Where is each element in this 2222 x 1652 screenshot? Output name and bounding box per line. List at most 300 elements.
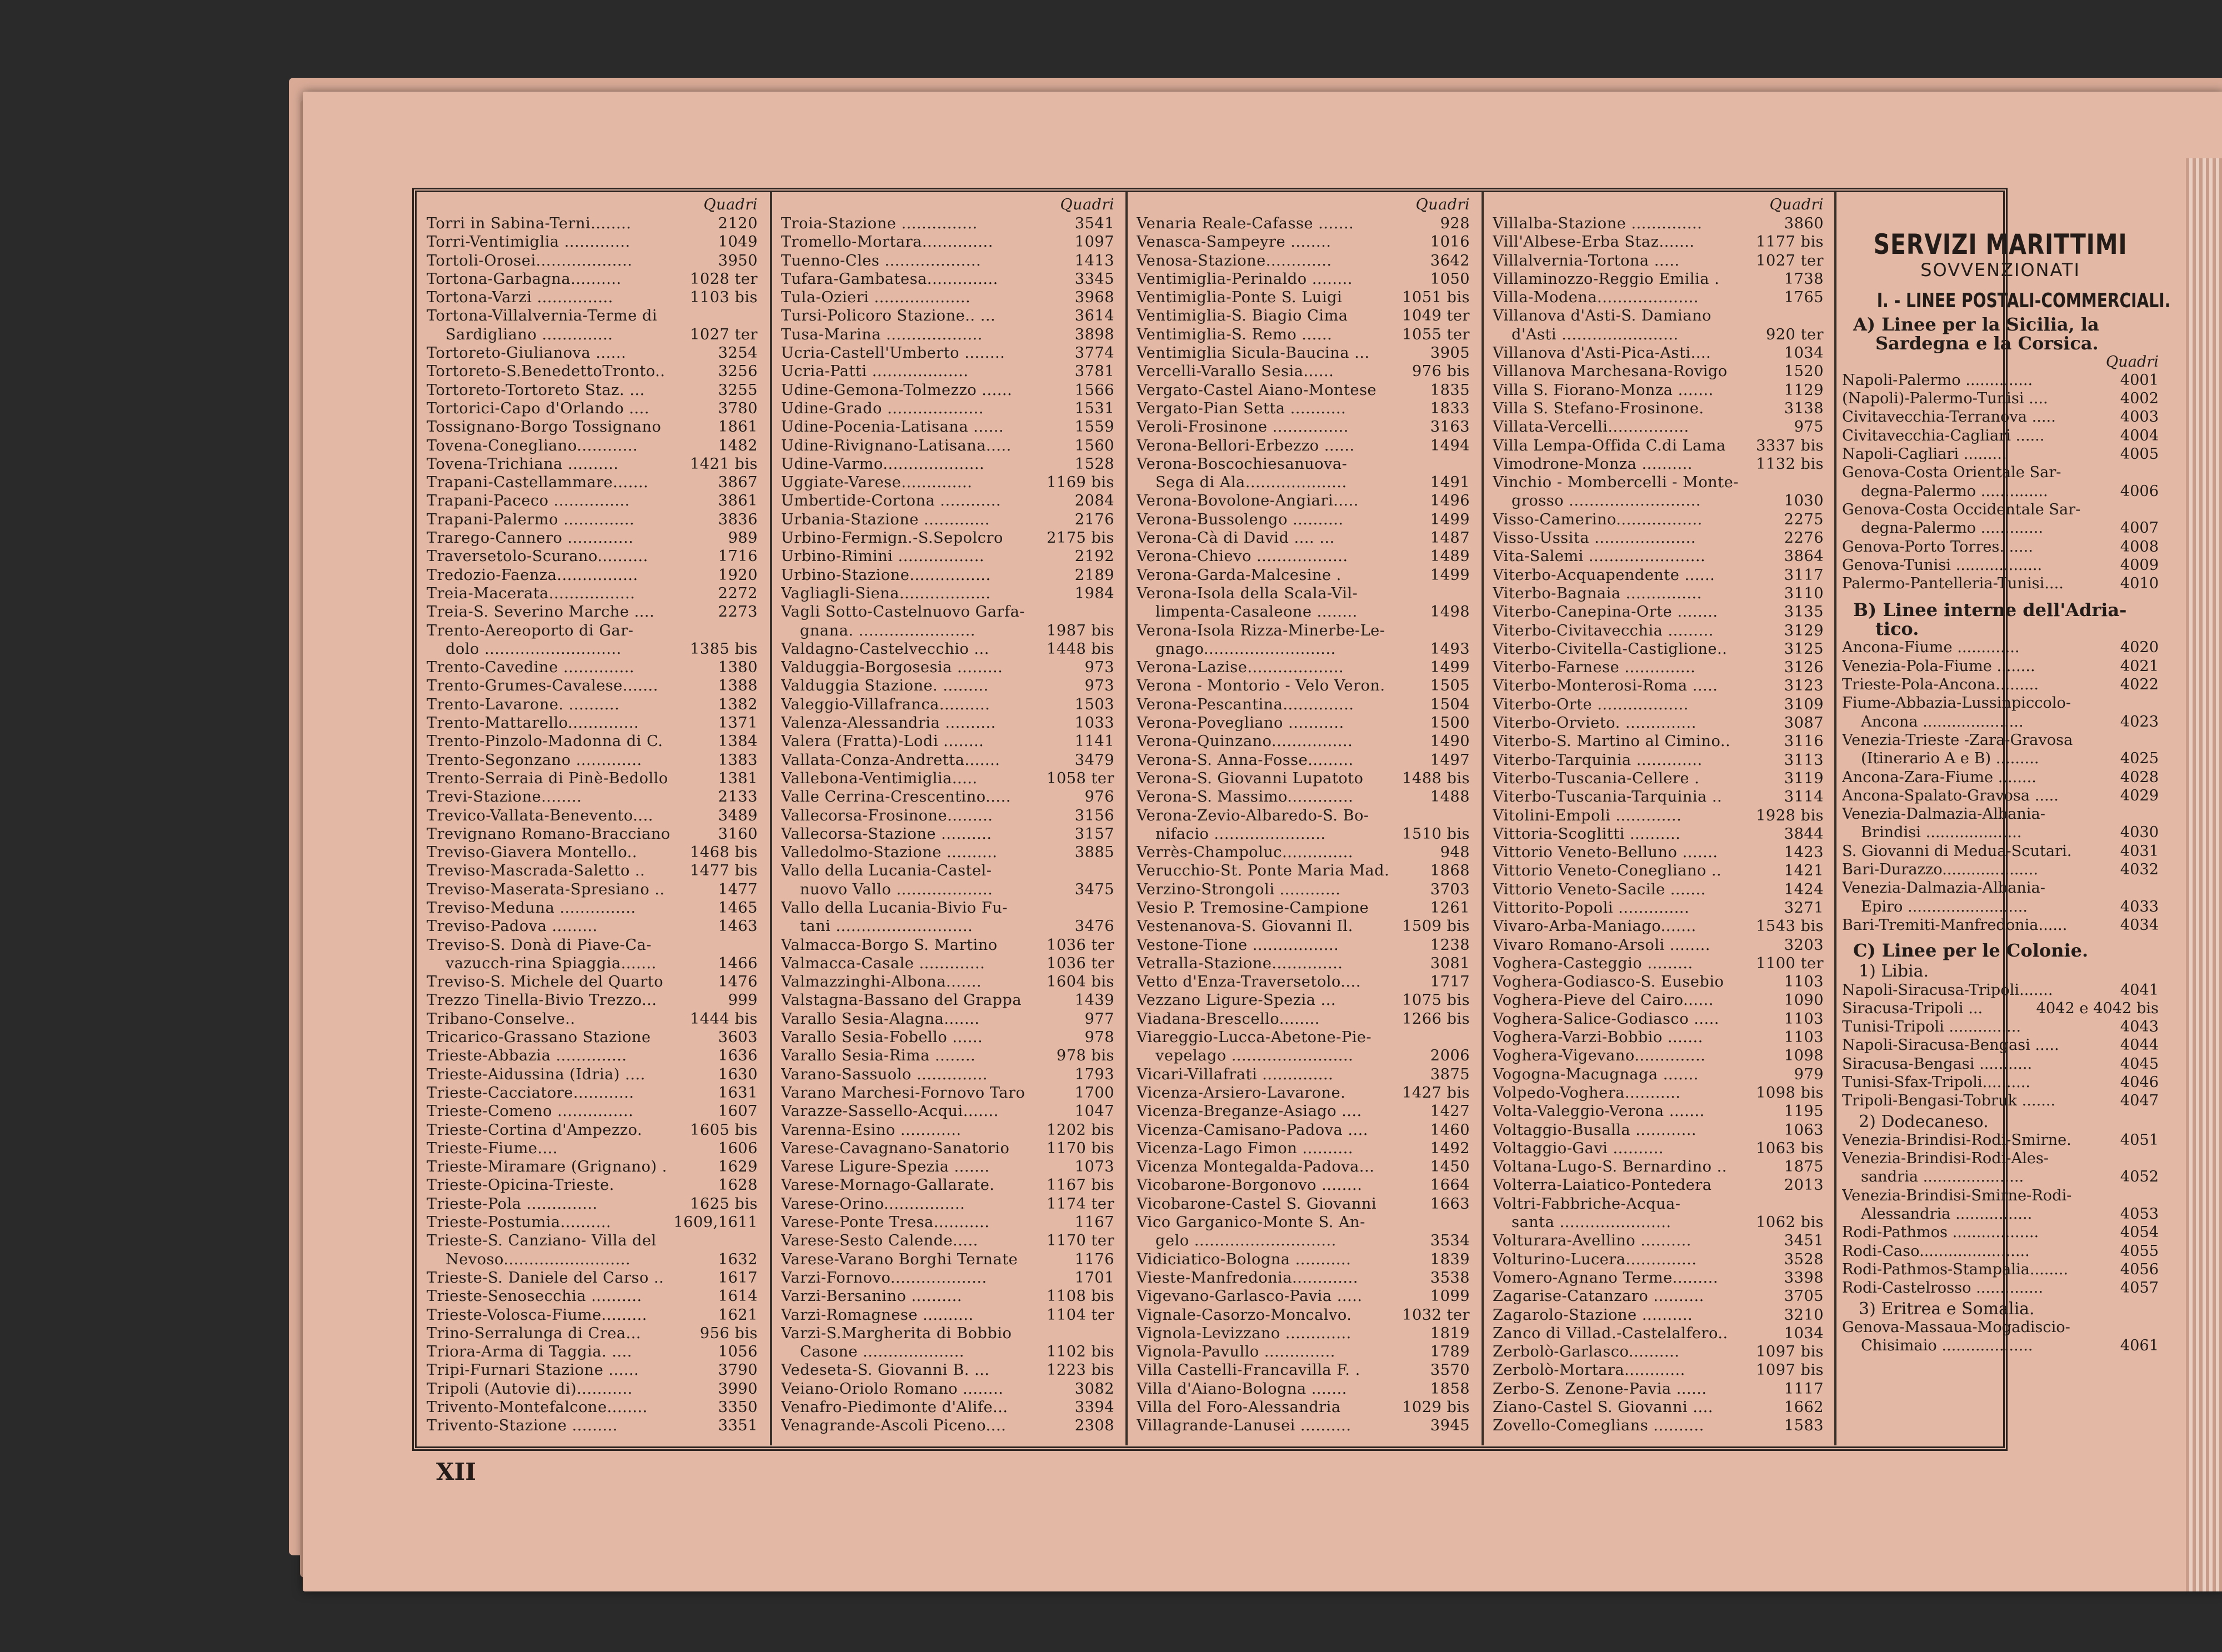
entry-table-number: 1662 bbox=[1784, 1399, 1824, 1416]
entry-route: Umbertide-Cortona ............ bbox=[781, 492, 1002, 510]
entry-table-number: 1499 bbox=[1430, 659, 1470, 677]
entry-table-number: 1266 bis bbox=[1402, 1010, 1470, 1028]
entry-route: Genova-Porto Torres. ..... bbox=[1842, 538, 2033, 555]
entry-route: Verona-Boscochiesanuova- bbox=[1137, 455, 1348, 473]
entry-route: Udine-Pocenia-Latisana ...... bbox=[781, 418, 1004, 436]
entry-route: Vignola-Levizzano ............. bbox=[1137, 1324, 1352, 1342]
index-entry bbox=[781, 1139, 1114, 1158]
entry-route: Genova-Costa Orientale Sar- bbox=[1842, 464, 2061, 482]
entry-route: Valmacca-Casale ............. bbox=[781, 954, 985, 972]
index-entry bbox=[1493, 344, 1824, 362]
index-entry bbox=[1137, 954, 1470, 973]
entry-route: Varallo Sesia-Fobello ...... bbox=[781, 1029, 983, 1047]
entry-route: Tovena-Conegliano............ bbox=[427, 437, 638, 454]
entry-table-number: 4032 bbox=[2120, 861, 2159, 879]
index-entry bbox=[1493, 732, 1824, 750]
entry-route: Villanova d'Asti-Pica-Asti.... bbox=[1493, 344, 1711, 362]
entry-table-number bbox=[1111, 1324, 1114, 1343]
index-entry bbox=[781, 1398, 1114, 1416]
entry-route: Viterbo-Tuscania-Tarquinia .. bbox=[1493, 788, 1723, 806]
index-entry bbox=[1842, 731, 2159, 749]
quadri-header: Quadri bbox=[1769, 196, 1824, 213]
entry-table-number: 1450 bbox=[1430, 1158, 1470, 1176]
entry-table-number: 4033 bbox=[2120, 898, 2159, 915]
index-entry bbox=[1493, 1121, 1824, 1139]
index-entry bbox=[1842, 1073, 2159, 1092]
index-entry bbox=[781, 769, 1114, 788]
entry-table-number: 1202 bis bbox=[1047, 1121, 1114, 1139]
entry-table-number: 1132 bis bbox=[1756, 455, 1824, 473]
entry-route: Trieste-Comeno ............... bbox=[427, 1103, 634, 1120]
index-entry bbox=[1493, 437, 1824, 455]
entry-route: Vita-Salemi ....................... bbox=[1493, 548, 1706, 565]
entry-route: Trieste-Abbazia .............. bbox=[427, 1047, 627, 1065]
entry-table-number: 3351 bbox=[718, 1417, 758, 1435]
entry-route: Tortoreto-Tortoreto Staz. ... bbox=[427, 381, 645, 399]
entry-route: Vallo della Lucania-Castel- bbox=[781, 862, 992, 880]
entry-table-number: 1604 bis bbox=[1047, 973, 1114, 991]
index-entry bbox=[427, 973, 758, 991]
entry-table-number: 3990 bbox=[718, 1380, 758, 1398]
entry-table-number: 4053 bbox=[2120, 1205, 2159, 1223]
entry-table-number: 1629 bbox=[718, 1158, 758, 1176]
index-entry bbox=[1493, 547, 1824, 565]
index-entry bbox=[781, 732, 1114, 750]
entry-route: Villalba-Stazione .............. bbox=[1493, 215, 1703, 232]
entry-route: Villa del Foro-Alessandria bbox=[1137, 1399, 1341, 1416]
index-entry bbox=[781, 214, 1114, 233]
entry-route: Tortona-Varzi ............... bbox=[427, 289, 613, 307]
index-entry bbox=[781, 547, 1114, 565]
entry-table-number: 1371 bbox=[718, 714, 758, 732]
group-heading-a bbox=[1842, 315, 2159, 353]
index-entry bbox=[1493, 788, 1824, 806]
entry-route: Zerbolò-Garlasco.......... bbox=[1493, 1343, 1680, 1361]
entry-route: Udine-Gemona-Tolmezzo ...... bbox=[781, 381, 1013, 399]
index-entry bbox=[1137, 732, 1470, 750]
entry-route: Voltaggio-Gavi .......... bbox=[1493, 1139, 1664, 1157]
entry-table-number: 1630 bbox=[718, 1065, 758, 1083]
index-entry bbox=[1137, 455, 1470, 473]
entry-route: Vestenanova-S. Giovanni Il. bbox=[1137, 918, 1353, 935]
entry-table-number: 1027 ter bbox=[690, 326, 758, 343]
index-entry bbox=[1493, 1028, 1824, 1047]
entry-route: Varano-Sassuolo .............. bbox=[781, 1065, 988, 1083]
index-entry bbox=[1493, 769, 1824, 788]
entry-route: Vitolini-Empoli ............. bbox=[1493, 807, 1682, 824]
entry-table-number: 3705 bbox=[1784, 1288, 1824, 1305]
entry-route: S. Giovanni di Medua-Scutari. bbox=[1842, 842, 2072, 860]
subgroup-heading: 1) Libia. bbox=[1859, 962, 1929, 982]
entry-table-number bbox=[1467, 584, 1470, 603]
entry-route: Triora-Arma di Taggia. .... bbox=[427, 1343, 632, 1361]
entry-table-number: 3114 bbox=[1784, 788, 1824, 806]
entry-table-number: 1167 bis bbox=[1047, 1177, 1114, 1194]
index-entry bbox=[1493, 677, 1824, 695]
entry-table-number: 1034 bbox=[1784, 1324, 1824, 1342]
entry-route: Tortorici-Capo d'Orlando .... bbox=[427, 399, 649, 417]
index-entry bbox=[1493, 455, 1824, 473]
index-entry bbox=[427, 1343, 758, 1361]
entry-route: Villalvernia-Tortona ..... bbox=[1493, 252, 1680, 269]
index-entry bbox=[781, 1028, 1114, 1047]
entry-table-number: 1047 bbox=[1074, 1103, 1114, 1120]
entry-table-number: 4010 bbox=[2120, 575, 2159, 593]
maritime-services-column bbox=[1842, 196, 2171, 1355]
entry-table-number: 1543 bis bbox=[1756, 918, 1824, 935]
entry-route: Troia-Stazione ............... bbox=[781, 215, 978, 232]
entry-table-number: 1500 bbox=[1430, 714, 1470, 732]
index-entry bbox=[1842, 999, 2159, 1018]
entry-route: Zerbo-S. Zenone-Pavia ...... bbox=[1493, 1380, 1707, 1398]
index-entry bbox=[781, 1047, 1114, 1065]
entry-table-number: 1036 ter bbox=[1047, 936, 1114, 954]
entry-table-number: 1062 bis bbox=[1756, 1214, 1824, 1232]
entry-table-number: 1606 bbox=[718, 1139, 758, 1157]
entry-route: Tripoli-Bengasi-Tobruk ....... bbox=[1842, 1092, 2056, 1110]
entry-table-number: 1875 bbox=[1784, 1158, 1824, 1176]
entry-route: Ventimiglia Sicula-Baucina ... bbox=[1137, 344, 1370, 362]
entry-table-number: 1496 bbox=[1430, 492, 1470, 510]
entry-table-number bbox=[1820, 307, 1824, 325]
index-entry bbox=[1493, 899, 1824, 917]
index-entry bbox=[1137, 270, 1470, 288]
index-entry bbox=[1137, 714, 1470, 732]
index-entry bbox=[1842, 389, 2159, 408]
index-entry bbox=[427, 917, 758, 935]
entry-table-number: 1617 bbox=[718, 1269, 758, 1286]
entry-route: Venezia-Brindisi-Rodi-Smirne. bbox=[1842, 1131, 2071, 1149]
entry-table-number: 1117 bbox=[1784, 1380, 1824, 1398]
entry-route: Villa d'Aiano-Bologna ....... bbox=[1137, 1380, 1347, 1398]
index-entry bbox=[1137, 603, 1470, 621]
index-entry bbox=[1137, 437, 1470, 455]
subgroup-heading: 3) Eritrea e Somalia. bbox=[1859, 1299, 2035, 1319]
entry-table-number: 1056 bbox=[718, 1343, 758, 1361]
entry-route: Udine-Grado ................... bbox=[781, 399, 984, 417]
entry-table-number: 1632 bbox=[718, 1250, 758, 1268]
entry-route: Viterbo-Tuscania-Cellere . bbox=[1493, 769, 1700, 787]
entry-table-number: 1489 bbox=[1430, 548, 1470, 565]
entry-route: Siracusa-Tripoli ... bbox=[1842, 999, 1983, 1017]
entry-route: Zagarise-Catanzaro .......... bbox=[1493, 1288, 1704, 1305]
index-entry bbox=[427, 473, 758, 492]
entry-route: Chisimaio ................... bbox=[1861, 1337, 2033, 1355]
entry-table-number: 1468 bis bbox=[690, 844, 758, 862]
entry-table-number: 976 bbox=[1084, 788, 1114, 806]
entry-route: Varzi-S.Margherita di Bobbio bbox=[781, 1324, 1012, 1342]
entry-table-number: 3117 bbox=[1784, 566, 1824, 584]
entry-route: Epiro ......................... bbox=[1861, 898, 2028, 915]
entry-table-number bbox=[2155, 879, 2159, 897]
entry-route: Vogogna-Macugnaga ....... bbox=[1493, 1065, 1699, 1083]
entry-table-number: 1102 bis bbox=[1047, 1343, 1114, 1361]
entry-route: Viterbo-Civitella-Castiglione.. bbox=[1493, 640, 1728, 658]
index-entry bbox=[1842, 408, 2159, 426]
entry-table-number: 1075 bis bbox=[1402, 992, 1470, 1009]
entry-table-number: 1103 bbox=[1784, 1029, 1824, 1047]
entry-table-number: 1920 bbox=[718, 566, 758, 584]
index-entry bbox=[1493, 362, 1824, 381]
subgroup-heading: 2) Dodecaneso. bbox=[1859, 1112, 1989, 1132]
index-entry bbox=[1842, 574, 2159, 593]
entry-route: Napoli-Siracusa-Tripoli....... bbox=[1842, 981, 2053, 999]
entry-route: Volterra-Laiatico-Pontedera bbox=[1493, 1177, 1712, 1194]
entry-route: Verona-Isola della Scala-Vil- bbox=[1137, 584, 1358, 602]
entry-table-number: 1058 ter bbox=[1047, 769, 1114, 787]
group-heading-line: A) Linee per la Sicilia, la bbox=[1853, 313, 2099, 335]
index-entry bbox=[1493, 991, 1824, 1009]
entry-table-number: 3113 bbox=[1784, 751, 1824, 769]
entry-table-number: 977 bbox=[1084, 1010, 1114, 1028]
entry-route: Tricarico-Grassano Stazione bbox=[427, 1029, 651, 1047]
entry-route: Volturino-Lucera.............. bbox=[1493, 1250, 1697, 1268]
entry-route: Uggiate-Varese.............. bbox=[781, 474, 973, 492]
entry-route: Varallo Sesia-Rima ........ bbox=[781, 1047, 976, 1065]
entry-table-number: 1928 bis bbox=[1756, 807, 1824, 824]
index-entry bbox=[427, 807, 758, 825]
index-entry bbox=[1137, 769, 1470, 788]
index-entry bbox=[1493, 658, 1824, 677]
entry-table-number: 979 bbox=[1794, 1065, 1824, 1083]
index-entry bbox=[781, 362, 1114, 381]
index-entry bbox=[1842, 371, 2159, 389]
index-entry bbox=[1493, 1324, 1824, 1343]
entry-route: Napoli-Cagliari ......... bbox=[1842, 445, 2007, 463]
index-entry bbox=[1493, 473, 1824, 492]
entry-route: Varese-Mornago-Gallarate. bbox=[781, 1177, 995, 1194]
index-entry bbox=[781, 473, 1114, 492]
index-entry bbox=[1137, 307, 1470, 325]
index-entry bbox=[1842, 657, 2159, 675]
index-entry bbox=[781, 1232, 1114, 1250]
index-entry bbox=[427, 1213, 758, 1232]
index-entry bbox=[781, 252, 1114, 270]
entry-table-number: 1499 bbox=[1430, 510, 1470, 528]
entry-route: Varzi-Bersanino .......... bbox=[781, 1288, 962, 1305]
entry-route: (Napoli)-Palermo-Tunisi .... bbox=[1842, 390, 2048, 408]
entry-table-number: 1036 ter bbox=[1047, 954, 1114, 972]
entry-route: Trivento-Stazione ......... bbox=[427, 1417, 618, 1435]
entry-table-number: 1460 bbox=[1430, 1121, 1470, 1139]
index-entry bbox=[1493, 603, 1824, 621]
entry-route: Viterbo-Acquapendente ...... bbox=[1493, 566, 1715, 584]
index-entry bbox=[1493, 1010, 1824, 1028]
entry-table-number: 1493 bbox=[1430, 640, 1470, 658]
index-entry bbox=[1137, 936, 1470, 954]
entry-route: Verona-Isola Rizza-Minerbe-Le- bbox=[1137, 622, 1385, 639]
entry-route: Brindisi .................... bbox=[1861, 824, 2022, 842]
entry-table-number: 1765 bbox=[1784, 289, 1824, 307]
entry-table-number: 1028 ter bbox=[690, 270, 758, 288]
entry-table-number: 4009 bbox=[2120, 556, 2159, 574]
index-entry bbox=[1842, 898, 2159, 916]
entry-route: Treia-S. Severino Marche .... bbox=[427, 603, 655, 621]
index-entry bbox=[1137, 1139, 1470, 1158]
entry-table-number: 3945 bbox=[1430, 1417, 1470, 1435]
entry-route: Rodi-Castelrosso .............. bbox=[1842, 1279, 2044, 1297]
index-entry bbox=[1137, 1121, 1470, 1139]
index-entry bbox=[1842, 482, 2159, 500]
entry-table-number: 3119 bbox=[1784, 769, 1824, 787]
index-entry bbox=[1493, 270, 1824, 288]
index-entry bbox=[427, 603, 758, 621]
index-entry bbox=[781, 1121, 1114, 1139]
index-entry bbox=[1842, 768, 2159, 787]
entry-route: Trento-Lavarone. .......... bbox=[427, 695, 620, 713]
entry-route: Udine-Varmo.................... bbox=[781, 455, 985, 473]
entry-route: Valledolmo-Stazione .......... bbox=[781, 844, 998, 862]
entry-table-number: 1520 bbox=[1784, 363, 1824, 381]
entry-route: Trapani-Castellammare....... bbox=[427, 474, 649, 492]
entry-route: sandria ..................... bbox=[1861, 1168, 2024, 1186]
entry-route: Voghera-Varzi-Bobbio ....... bbox=[1493, 1029, 1703, 1047]
entry-table-number: 3345 bbox=[1074, 270, 1114, 288]
quadri-header: Quadri bbox=[2105, 353, 2159, 371]
entry-route: Volpedo-Voghera........... bbox=[1493, 1084, 1681, 1102]
index-entry bbox=[1137, 899, 1470, 917]
index-entry bbox=[1137, 991, 1470, 1009]
entry-table-number: 3898 bbox=[1074, 326, 1114, 343]
entry-table-number: 1528 bbox=[1074, 455, 1114, 473]
entry-route: Vimodrone-Monza .......... bbox=[1493, 455, 1693, 473]
index-entry bbox=[1137, 326, 1470, 344]
entry-table-number: 2133 bbox=[718, 788, 758, 806]
index-entry bbox=[1842, 1036, 2159, 1054]
entry-route: Trento-Grumes-Cavalese....... bbox=[427, 677, 658, 695]
entry-table-number: 1717 bbox=[1430, 973, 1470, 991]
entry-table-number: 3203 bbox=[1784, 936, 1824, 954]
entry-route: Valdagno-Castelvecchio ... bbox=[781, 640, 989, 658]
entry-table-number: 1509 bis bbox=[1402, 918, 1470, 935]
entry-route: Vicenza-Arsiero-Lavarone. bbox=[1137, 1084, 1346, 1102]
entry-table-number: 1063 bis bbox=[1756, 1139, 1824, 1157]
index-entry bbox=[1493, 714, 1824, 732]
index-entry bbox=[1493, 1047, 1824, 1065]
index-entry bbox=[1842, 1092, 2159, 1110]
entry-route: Verona-Zevio-Albaredo-S. Bo- bbox=[1137, 807, 1369, 824]
entry-route: Vergato-Castel Aiano-Montese bbox=[1137, 381, 1377, 399]
index-entry bbox=[1493, 566, 1824, 584]
index-entry bbox=[427, 1139, 758, 1158]
entry-table-number: 1835 bbox=[1430, 381, 1470, 399]
index-entry bbox=[1137, 1047, 1470, 1065]
index-entry bbox=[781, 1287, 1114, 1305]
index-entry bbox=[1493, 880, 1824, 899]
entry-table-number: 4028 bbox=[2120, 768, 2159, 786]
entry-table-number: 4054 bbox=[2120, 1224, 2159, 1241]
entry-table-number: 1861 bbox=[718, 418, 758, 436]
index-entry bbox=[1493, 288, 1824, 307]
index-entry bbox=[1137, 788, 1470, 806]
entry-table-number: 3864 bbox=[1784, 548, 1824, 565]
entry-route: Vinchio - Mombercelli - Monte- bbox=[1493, 474, 1739, 492]
entry-table-number: 1100 ter bbox=[1756, 954, 1824, 972]
entry-table-number: 1051 bis bbox=[1402, 289, 1470, 307]
entry-route: Alessandria ................ bbox=[1861, 1205, 2033, 1223]
entry-route: Rodi-Pathmos .................. bbox=[1842, 1224, 2039, 1241]
entry-table-number: 1261 bbox=[1430, 899, 1470, 917]
index-entry bbox=[781, 751, 1114, 769]
entry-table-number: 3538 bbox=[1430, 1269, 1470, 1286]
index-entry bbox=[781, 640, 1114, 658]
entry-route: Vestone-Tione ................. bbox=[1137, 936, 1339, 954]
group-heading-line: Sardegna e la Corsica. bbox=[1875, 332, 2099, 354]
index-entry bbox=[1137, 1380, 1470, 1398]
entry-table-number: 4021 bbox=[2120, 657, 2159, 675]
entry-table-number: 1466 bbox=[718, 954, 758, 972]
entry-route: Vigevano-Garlasco-Pavia ..... bbox=[1137, 1288, 1363, 1305]
entry-table-number: 1098 bis bbox=[1756, 1084, 1824, 1102]
index-entry bbox=[1137, 1416, 1470, 1435]
entry-table-number bbox=[1467, 807, 1470, 825]
index-entry bbox=[1842, 538, 2159, 556]
index-entry bbox=[1842, 1149, 2159, 1168]
entry-table-number: 4006 bbox=[2120, 482, 2159, 500]
entry-route: Villa-Modena.................... bbox=[1493, 289, 1699, 307]
index-entry bbox=[1137, 473, 1470, 492]
index-entry bbox=[781, 1343, 1114, 1361]
entry-route: Vivaro-Arba-Maniago....... bbox=[1493, 918, 1696, 935]
entry-table-number: 1494 bbox=[1430, 437, 1470, 454]
index-entry bbox=[1842, 860, 2159, 879]
index-entry bbox=[1137, 566, 1470, 584]
index-entry bbox=[781, 344, 1114, 362]
entry-route: Tunisi-Tripoli ............... bbox=[1842, 1018, 2021, 1036]
entry-route: Valeggio-Villafranca.......... bbox=[781, 695, 990, 713]
entry-table-number bbox=[1111, 862, 1114, 880]
entry-table-number: 1030 bbox=[1784, 492, 1824, 510]
entry-table-number: 1027 ter bbox=[1756, 252, 1824, 269]
entry-route: nuovo Vallo ................... bbox=[800, 880, 993, 898]
index-entry bbox=[1842, 1055, 2159, 1073]
entry-table-number: 1141 bbox=[1074, 733, 1114, 750]
entry-route: Trieste-Cortina d'Ampezzo. bbox=[427, 1121, 643, 1139]
entry-table-number: 1477 bbox=[718, 880, 758, 898]
entry-route: Trarego-Cannero ............. bbox=[427, 529, 634, 547]
entry-table-number: 1984 bbox=[1074, 584, 1114, 602]
index-entry bbox=[1493, 214, 1824, 233]
entry-route: Varzi-Romagnese .......... bbox=[781, 1306, 974, 1324]
index-entry bbox=[1137, 214, 1470, 233]
index-entry bbox=[1493, 1380, 1824, 1398]
entry-table-number: 1423 bbox=[1784, 844, 1824, 862]
index-entry bbox=[1493, 695, 1824, 714]
index-entry bbox=[1493, 418, 1824, 436]
entry-route: Vieste-Manfredonia............. bbox=[1137, 1269, 1358, 1286]
entry-table-number bbox=[2155, 805, 2159, 823]
entry-table-number: 3157 bbox=[1074, 825, 1114, 843]
entry-route: Volta-Valeggio-Verona ....... bbox=[1493, 1103, 1705, 1120]
entry-route: Villaminozzo-Reggio Emilia . bbox=[1493, 270, 1720, 288]
index-entry bbox=[1137, 973, 1470, 991]
entry-route: Vivaro Romano-Arsoli ........ bbox=[1493, 936, 1710, 954]
index-entry bbox=[1493, 1065, 1824, 1084]
entry-table-number: 3489 bbox=[718, 807, 758, 824]
index-entry bbox=[427, 622, 758, 640]
entry-route: Tromello-Mortara.............. bbox=[781, 233, 993, 251]
entry-table-number: 3126 bbox=[1784, 659, 1824, 677]
index-entry bbox=[1493, 622, 1824, 640]
entry-table-number bbox=[1111, 899, 1114, 917]
entry-table-number: 1169 bis bbox=[1047, 474, 1114, 492]
entry-table-number: 3534 bbox=[1430, 1232, 1470, 1250]
entry-table-number: 1097 bbox=[1074, 233, 1114, 251]
entry-table-number: 1032 ter bbox=[1402, 1306, 1470, 1324]
index-entry bbox=[781, 843, 1114, 862]
index-entry bbox=[427, 1416, 758, 1435]
entry-table-number: 1505 bbox=[1430, 677, 1470, 695]
